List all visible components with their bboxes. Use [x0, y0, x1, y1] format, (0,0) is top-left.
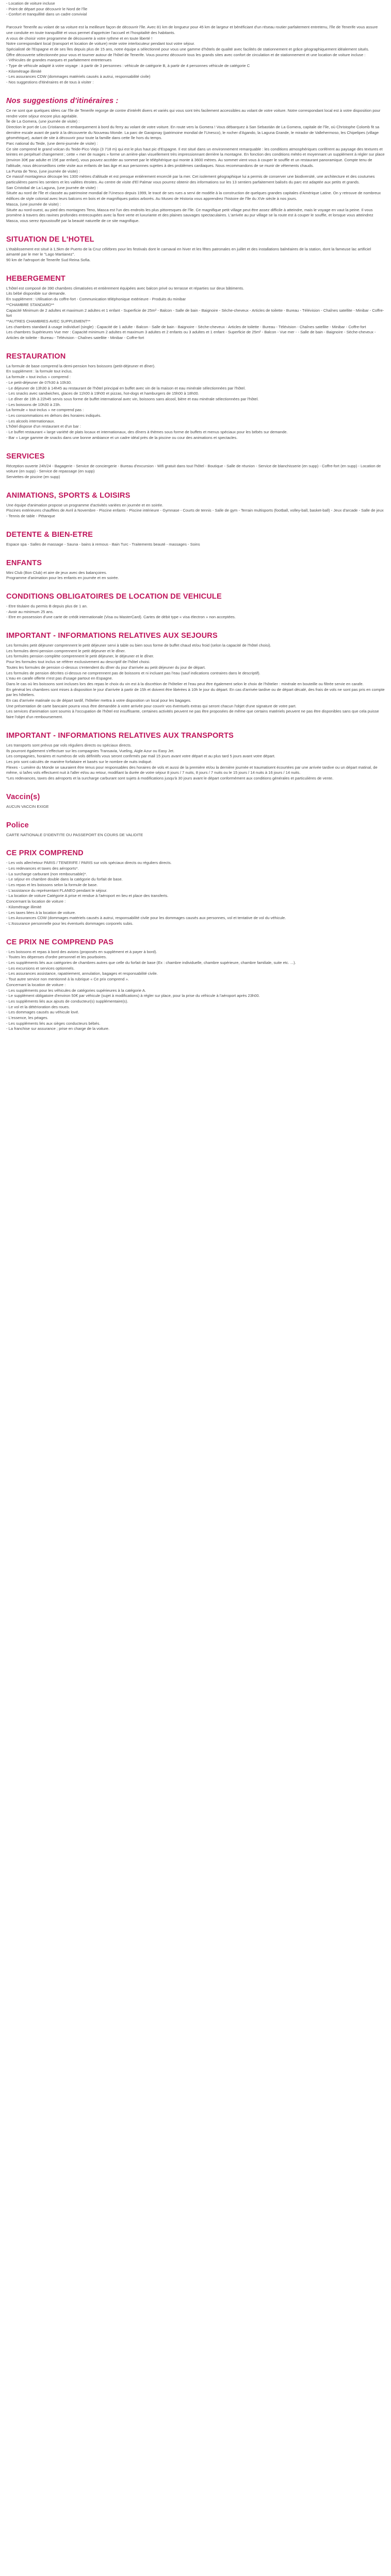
suggestions-section — [6, 97, 385, 224]
intro-paragraph: - Les assurances CDW (dommages matériels causés à autrui, responsabilité civile) — [6, 74, 151, 79]
section-paragraph: - Le séjour en chambre double dans la catégorie du forfait de base. — [6, 877, 123, 882]
section-title: IMPORTANT - INFORMATIONS RELATIVES AUX SEJOURS — [6, 632, 218, 640]
section-paragraph: - Kilométrage illimité — [6, 904, 42, 909]
section-paragraph: - Le vol et la détérioration des roues. — [6, 1004, 70, 1009]
section-paragraph: AUCUN VACCIN EXIGE — [6, 804, 49, 809]
intro-paragraph: - Type de véhicule adapté à votre voyage : à partir de 3 personnes : véhicule de catégorie B, à partir de 4 personnes véhicule de catégorie C — [6, 63, 250, 69]
section-paragraph: Parc national du Teide, (une demi-journée de visite) : — [6, 141, 98, 146]
section-paragraph: Les transports sont prévus par vols réguliers directs ou spéciaux directs. — [6, 742, 132, 748]
section-paragraph: - Tout autre service non mentionné à la rubrique « Ce prix comprend ». — [6, 977, 129, 982]
section-paragraph: L'hôtel dispose d'un restaurant et d'un bar : — [6, 424, 81, 429]
section-paragraph: - L'essence, les péages. — [6, 1015, 48, 1021]
section-paragraph: - Les Assurances CDW (dommages matériels causés à autrui, responsabilité civile pour les dommages causés aux personnes, vol et tentative de vol du véhicule. — [6, 916, 286, 921]
intro-paragraph: - Kilométrage illimité — [6, 69, 42, 74]
section-paragraph: Programme d'animation pour les enfants en journée et en soirée. — [6, 575, 119, 581]
services-section — [6, 452, 385, 480]
section-paragraph: 90 km de l'aéroport de Tenerife Sud Reina Sofia. — [6, 258, 91, 263]
section-paragraph: - Les boissons et repas à bord des avions (proposés en supplément et à payer à bord). — [6, 949, 157, 954]
page — [0, 0, 391, 1037]
section-paragraph: Ce massif montagneux découpe les 1300 mètres d'altitude et est presque entièrement encerclé par la mer. Cet isolement géographique lui a permis de conserver une biodiversité, une architecture et des coutumes particulières parmi les sentiers et les vallées étroites. Au centre de visite d'El Palmar vous pourrez obtenir des informations sur les 13 sentiers parfaitement balisés du parc est adaptée aux petits et grands. — [6, 174, 375, 184]
section-paragraph: En supplément : la formule tout inclus. — [6, 369, 73, 374]
section-title: SERVICES — [6, 452, 45, 461]
section-paragraph: Les chambres standard à usage individuel (single) : Capacité de 1 adulte - Balcon - Salle de bain - Baignoire - Sèche-cheveux - Articles de toilette - Bureau - Télévision - Chaînes satellite - Minibar - Coffre-fort — [6, 324, 366, 329]
intro-paragraph: - Véhicules de grandes marques et parfaitement entretenues — [6, 58, 112, 63]
transport-information-section — [6, 732, 385, 782]
section-paragraph: Une équipe d'animation propose un programme d'activités variées en journée et en soirée. — [6, 502, 164, 507]
wellness-section — [6, 531, 385, 548]
vaccines-section — [6, 793, 385, 810]
intro-paragraph: Parcourir Tenerife au volant de sa voiture est la meilleure façon de découvrir l'île. Avec 81 km de longueur pour 45 km de largeur et bénéficiant d'un réseau routier parfaitement entretenu, l'île de Tenerife vous assure une conduite en toute tranquillité et vous permet d'apprécier l'accueil et l'hospitalité des habitants. — [6, 25, 378, 35]
section-title: ANIMATIONS, SPORTS & LOISIRS — [6, 491, 131, 500]
section-paragraph: **AUTRES CHAMBRES AVEC SUPPLEMENT** — [6, 318, 91, 324]
section-paragraph: - Les consommations en dehors des horaires indiqués. — [6, 413, 102, 418]
section-paragraph: La formule « tout-inclus » ne comprend pas : — [6, 408, 84, 413]
section-paragraph: - L'assistance du représentant FLANEO pendant le séjour. — [6, 888, 108, 893]
police-section — [6, 821, 385, 838]
section-paragraph: L'hôtel est composé de 390 chambres climatisées et entièrement équipées avec balcon privé ou terrasse et réparties sur deux bâtiments. — [6, 285, 245, 291]
activities-section — [6, 492, 385, 519]
section-paragraph: La Punta de Teno, (une journée de visite) : — [6, 168, 80, 174]
intro-line: - Location de voiture incluse — [6, 1, 55, 6]
section-paragraph: Les formules petit déjeuner comprennent le petit déjeuner servi à table ou bien sous forme de buffet chaud et/ou froid (selon la capacité de l'hôtel choisi). — [6, 643, 271, 648]
section-paragraph: - Les alcools internationaux. — [6, 418, 55, 423]
section-paragraph: Serviettes de piscine (en supp) — [6, 474, 60, 479]
section-paragraph: - Etre en possession d'une carte de crédit internationale (Visa ou MasterCard). Cartes de débit type « visa électron » non acceptées. — [6, 615, 236, 620]
section-title: Vaccin(s) — [6, 792, 40, 801]
section-paragraph: Les formules pension complète comprennent le petit déjeuner, le déjeuner et le dîner. — [6, 654, 154, 659]
section-paragraph: Les prix sont calculés de manière forfaitaire et basés sur le nombre de nuits indiqué. — [6, 759, 153, 764]
section-paragraph: En supplément : Utilisation du coffre-fort - Communication téléphonique extérieure - Produits du minibar — [6, 297, 186, 302]
section-title: CE PRIX NE COMPREND PAS — [6, 938, 114, 946]
section-paragraph: - La location de voiture Catégorie A prise et rendue à l'aéroport en lieu et place des transferts. — [6, 893, 169, 899]
section-title: RESTAURATION — [6, 352, 66, 361]
section-paragraph: L'eau en carafe offerte n'est pas d'usage partout en Espagne. — [6, 676, 113, 681]
section-title: IMPORTANT - INFORMATIONS RELATIVES AUX TRANSPORTS — [6, 731, 234, 740]
content-sections — [6, 97, 385, 1032]
section-paragraph: - La franchise sur assurance ; prise en charge de la voiture. — [6, 1026, 110, 1031]
intro-paragraph: A vous de choisir votre programme de découverte à votre rythme et en toute liberté ! — [6, 36, 153, 41]
section-paragraph: La formule « tout inclus » comprend : — [6, 375, 71, 380]
intro-paragraph: Offre découverte sélectionnée pour vous et tourner autour de l'hôtel de Tenerife. Vous pourrez découvrir tous les grands sites avec confort de circulation et de stationnement et une location de voiture incluse : — [6, 52, 366, 57]
section-paragraph: Ils pourront également s'effectuer sur les compagnies Transavia, Vueling, Aigle Azur ou Easy Jet. — [6, 748, 175, 753]
section-title: HEBERGEMENT — [6, 274, 66, 283]
intro-section — [6, 1, 385, 86]
section-paragraph: - Le petit-déjeuner de 07h30 à 10h30. — [6, 380, 72, 385]
section-title: CONDITIONS OBLIGATOIRES DE LOCATION DE VEHICULE — [6, 592, 222, 601]
section-paragraph: Dans le cas où les boissons sont incluses lors des repas le choix du vin est à la discrétion de l'hôtelier et l'eau peut être également selon le choix de l'hôtelier : minérale en bouteille ou filtrée servie en carafe. — [6, 681, 364, 686]
hotel-location-section — [6, 235, 385, 263]
section-paragraph: Ce ne sont que quelques idées car l'île de Tenerife regorge de contre d'intérêt divers et variés qui vous sont très facilement accessibles au volant de votre voiture. Notre correspondant local est à votre disposition pour rendre votre séjour encore plus agréable. — [6, 108, 381, 118]
section-paragraph: - Les vols aller/retour PARIS / TENERIFE / PARIS sur vols spéciaux directs ou réguliers directs. — [6, 860, 172, 866]
section-paragraph: - Bar « Large gamme de snacks dans une bonne ambiance et un cadre idéal près de la piscine ou cour des animations et spectacles. — [6, 435, 238, 440]
section-paragraph: Réception ouverte 24h/24 - Bagagerie - Service de conciergerie - Bureau d'excursion - Wifi gratuit dans tout l'hôtel - Boutique - Salle de réunion - Service de blanchisserie (en supp) - Coffre-fort (en supp) - Location de voiture (en supp) - Service de repassage (en supp) — [6, 463, 381, 474]
section-paragraph: Les services d'animation sont soumis à l'occupation de l'hôtel est insuffisante, certaines activités peuvent ne pas être proposées de même que certains matériels peuvent ne pas être disponibles sans que cela puisse faire l'objet d'un remboursement. — [6, 709, 379, 720]
section-paragraph: - L'Assurance personnelle pour les éventuels dommages corporels subis. — [6, 921, 134, 926]
section-paragraph: - Les dommages causés au véhicule lové. — [6, 1010, 79, 1015]
intro-paragraph: Notre correspondant local (transport et location de voiture) reste votre interlocuteur pendant tout votre séjour. — [6, 41, 195, 46]
section-paragraph: San Cristobal de La Laguna, (une journée de visite) : — [6, 185, 98, 190]
section-paragraph: Mini Club (Bon Club) et aire de jeux avec des balançoires. — [6, 570, 107, 575]
section-paragraph: - Les excursions et services optionnels. — [6, 965, 75, 971]
children-section — [6, 559, 385, 581]
section-paragraph: - Les assurances assistance, rapatriement, annulation, bagages et responsabilité civile. — [6, 971, 158, 976]
section-paragraph: Les compagnies, horaires et numéros de vols définitifs vous seront confirmés par mail 15 jours avant votre départ et au plus tard 5 jours avant votre départ. — [6, 754, 275, 759]
section-paragraph: Une présentation de carte bancaire pourra vous être demandée à votre arrivée pour couvrir vos éventuels extras qui seront chacun l'objet d'une signature de votre part. — [6, 703, 297, 708]
section-paragraph: - Etre titulaire du permis B depuis plus de 1 an. — [6, 603, 88, 608]
section-paragraph: Île de La Gomera, (une journée de visite) : — [6, 119, 80, 124]
intro-line: - Confort et tranquillité dans un cadre convivial — [6, 12, 87, 17]
section-paragraph: Espace spa - Salles de massage - Sauna - bains à remous - Bain Turc - Traitements beauté - massages - Soins — [6, 541, 200, 547]
section-paragraph: Concernant la location de voiture : — [6, 899, 66, 904]
section-paragraph: - Avoir au minimum 25 ans. — [6, 609, 54, 614]
dining-section — [6, 352, 385, 441]
price-excludes-section — [6, 938, 385, 1032]
section-paragraph: Flexes - Lumière du Monde se sauraient être tenus pour responsables des horaires de vols et aussi de la première et/ou la dernière journée et traumatisent écourtées par une arrivée tardive ou un départ matinal, de même, si la/les vols effectuent nuit à l'aller et/ou au retour, modifiant la durée de votre séjour 8 jours / 7 nuits, 8 jours / 7 nuits ou le 15 jours / 14 nuits à 16 jours / 14 nuits. — [6, 765, 378, 775]
section-paragraph: - Les redevances et taxes des aéroports*. — [6, 866, 79, 871]
accommodation-section — [6, 275, 385, 341]
section-paragraph: Piscines extérieures chauffées de Avril à Novembre - Piscine enfants - Piscine intérieure - Gymnase - Courts de tennis - Salle de gym - Terrain multisports (football, volley-ball, basket-ball) - Jeux d'arcade - Salle de jeux - Tennis de table - Pétanque — [6, 508, 384, 519]
section-paragraph: - Les suppléments liés aux ajouts de conducteur(s) supplémentaire(s). — [6, 998, 128, 1004]
section-paragraph: Située au nord de l'île et classée au patrimoine mondial de l'Unesco depuis 1999, le tracé de ses rues a servi de modèle à la construction de quelques grandes capitales d'Amérique Latine. On y retrouve de nombreux édifices de style colonial avec leurs balcons en bois et de magnifiques patios arborés. Au Museo de Historia vous apprendrez l'histoire de l'île du XVe siècle à nos jours. — [6, 191, 381, 201]
section-paragraph: Ce site comprend le grand volcan du Teide-Pico Viejo (3 718 m) qui est le plus haut pic d'Espagne. Il est situé dans un environnement remarquable : les conditions atmosphériques conférent au paysage des textures et teintes en perpétuel changement ; cette « mer de nuages » forme un arrière-plan visuellement très impressionnant derrière la montagne. En fonction des conditions météo et moyennant un supplément à régler sur place (environ 30€ par adulte et 15€ par enfant), vous pouvez accéder au sommet par le téléphérique qui monte à 3600 mètres. Au sommet vient vous à couper le souffle et un restaurant panoramique. Compte tenu de l'altitude, nous déconseillons cette visite aux enfants de bas âge et aux personnes sujettes à des problèmes cardiaques. Nous recommandons de se munir de vêtements chauds. — [6, 146, 385, 168]
section-paragraph: - Les taxes liées à la location de voiture. — [6, 910, 76, 915]
price-includes-section — [6, 849, 385, 926]
section-paragraph: - Les snacks avec sandwiches, glaces de 11h00 à 19h00 et pizzas, hot-dogs et hamburgers de 15h00 à 18h00. — [6, 391, 199, 396]
section-paragraph: Les chambres Supérieures Vue mer : Capacité minimum 2 adultes et maximum 3 adultes et 2 enfants ou 3 adultes et 1 enfant - Superficie de 25m² - Balcon - Vue mer - - Salle de bain - Baignoire - Sèche-cheveux - Articles de toilette - Bureau - Télévision - Chaînes satellite - Minibar - Coffre-fort — [6, 330, 376, 341]
section-paragraph: Direction le port de Los Cristianos et embarquement à bord du ferry au volant de votre voiture. En route vers la Gomera ! Vous débarquez à San Sebastián de La Gomera, capitale de l'île, où Christophe Colomb fit sa dernière escale avant de partir à la découverte du Nouveau Monde. La parc de Garajonay (patrimoine mondial de l'Unesco), le rocher d'Agando, la Laguna Grande, le mirador de Vallehermoso, les Chipelipes (village géométrique), autant de site à découvrir pour toute la famille dans cette île hors du temps. — [6, 124, 380, 141]
spacer — [6, 18, 385, 25]
section-paragraph: - Les suppléments liés aux sièges conducteurs bébés. — [6, 1021, 101, 1026]
stay-information-section — [6, 632, 385, 720]
section-paragraph: CARTE NATIONALE D'IDENTITE OU PASSEPORT EN COURS DE VALIDITE — [6, 832, 143, 837]
section-paragraph: - Le buffet restaurant « large variété de plats locaux et internationaux, des dîners à thèmes sous forme de buffets et menus spéciaux pour les bébés sur demande. — [6, 430, 288, 435]
section-paragraph: - Toutes les dépenses d'ordre personnel et les pourboires. — [6, 955, 107, 960]
section-paragraph: Lits bébé disponible sur demande. — [6, 291, 66, 296]
section-paragraph: *Les redevances, taxes des aéroports et la surcharge carburant sont sujets à modifications jusqu'à 30 jours avant le départ conformément aux conditions générales et particulières de vente. — [6, 776, 334, 781]
intro-paragraph: - Nos suggestions d'itinéraires et de tous à visiter : — [6, 80, 94, 85]
car-rental-conditions-section — [6, 592, 385, 620]
section-paragraph: Concernant la location de voiture : — [6, 982, 66, 987]
section-title: Police — [6, 821, 29, 829]
section-paragraph: - Les boissons de 10h30 à 23h. — [6, 402, 61, 407]
section-paragraph: - Les suppléments pour les véhicules de catégories supérieures à la catégorie A. — [6, 988, 146, 993]
section-paragraph: - Le déjeuner de 13h30 à 14h45 au restaurant de l'hôtel principal en buffet avec vin de la maison et eau minérale sélectionnées par l'hôtel. — [6, 385, 246, 391]
section-title: Nos suggestions d'itinéraires : — [6, 96, 119, 105]
section-paragraph: La formule de base comprend la demi-pension hors boissons (petit-déjeuner et dîner). — [6, 363, 156, 368]
section-paragraph: - Les repas et les boissons selon la formule de base. — [6, 883, 98, 888]
section-paragraph: **CHAMBRE STANDARD** — [6, 302, 55, 307]
section-paragraph: Toutes les formules de pension ci-dessus s'entendent du dîner du jour d'arrivée au petit déjeuner du jour de départ. — [6, 665, 206, 670]
section-paragraph: En général les chambres sont mises à disposition le jour d'arrivée à partir de 15h et doivent être libérées à 10h le jour du départ. En cas d'arrivée tardive ou de départ décalé, des frais de vols ne sont pas pris en compte par les hôteliers. — [6, 687, 385, 698]
section-title: SITUATION DE L'HOTEL — [6, 235, 94, 244]
section-title: CE PRIX COMPREND — [6, 849, 84, 858]
intro-line: - Point de départ pour découvrir le Nord de l'île — [6, 6, 88, 11]
section-paragraph: Capacité Minimum de 2 adultes et maximum 2 adultes et 1 enfant - Superficie de 25m² - Balcon - Salle de bain - Baignoire - Sèche-cheveux - Articles de toilette - Bureau - Télévision - Chaînes satellite - Minibar - Coffre-fort — [6, 308, 384, 318]
section-paragraph: - Le dîner de 19h à 22h45 servis sous forme de buffet international avec vin, boissons sans alcool, bière et eau minérale sélectionnées par l'hôtel. — [6, 396, 259, 401]
section-paragraph: Les formules de pension décrites ci-dessus ne comprennent pas de boissons et ni incluant pas l'eau (sauf indications contraires dans le descriptif). — [6, 670, 260, 675]
section-title: ENFANTS — [6, 558, 42, 567]
section-paragraph: Située au nord-ouest, au pied des montagnes Teno, Masca est l'un des endroits les plus pittoresques de l'île. Ce magnifique petit village peut être assez difficile à atteindre, mais le voyage en vaut la peine. Il vous promène à travers des ravines profondes entrecoupées avec la flore verte et luxuriante et des plaines sauvages spectaculaires. L'arrivée au pur village se la route est à couper le souffle, et lorsque vous atteindrez Masca, vous serez époustouflé par la beauté naturelle de ce site magnifique. — [6, 207, 373, 223]
section-paragraph: En cas d'arrivée matinale ou de départ tardif, l'hôtelier mettra à votre disposition un local pour les bagages. — [6, 698, 191, 703]
section-paragraph: Masca, (une journée de visite) : — [6, 201, 61, 207]
section-title: DETENTE & BIEN-ETRE — [6, 530, 93, 539]
section-paragraph: - La surcharge carburant (non remboursable)*. — [6, 871, 87, 876]
section-paragraph: Les formules demi-pension comprennent le petit déjeuner et le dîner. — [6, 648, 126, 653]
section-paragraph: Pour les formules tout inclus se référer exclusivement au descriptif de l'hôtel choisi. — [6, 659, 151, 665]
section-paragraph: L'établissement est situé à 1,5km de Puerto de la Cruz célèbres pour les festivals dont le carnaval en hiver et les fêtes patronales en juillet et des installations balnéaires de la station, dont la fameuse lac artificiel aimanté par le mer le "Lago Martianez". — [6, 246, 371, 257]
intro-paragraph: Spécialisté de l'Espagne et de ses îles depuis plus de 15 ans, notre équipe a sélectionné pour vous une gamme d'hôtels de qualité avec facilités de stationnement et grâce géographiquement idéalement situés. — [6, 46, 369, 52]
section-paragraph: - Le supplément obligatoire d'environ 50€ par véhicule (sujet à modifications) à régler sur place, pour la prise du véhicule à l'aéroport après 23h00. — [6, 993, 260, 998]
section-paragraph: - Les suppléments liés aux catégories de chambres autres que celle du forfait de base (Ex : chambre individuelle, chambre supérieure, chambre familiale, suite etc. ...). — [6, 960, 296, 965]
